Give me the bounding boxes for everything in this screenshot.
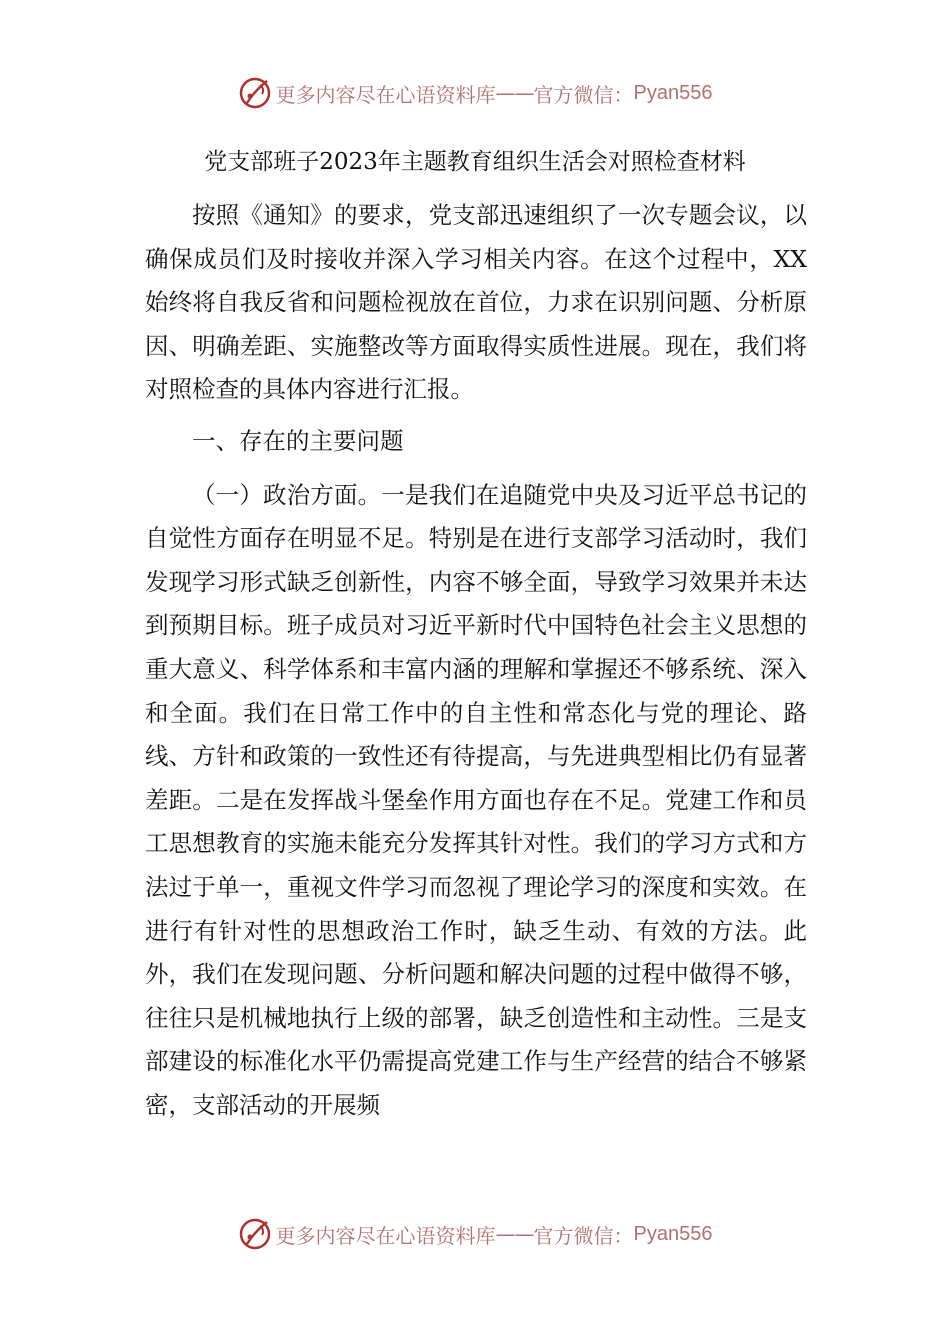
banner-separator: ——: [495, 1222, 534, 1246]
banner-wechat-label: 官方微信：: [533, 82, 634, 107]
section-paragraph: （一）政治方面。一是我们在追随党中央及习近平总书记的自觉性方面存在明显不足。特别是在进行支部学习活动时，我们发现学习形式缺乏创新性，内容不够全面，导致学习效果并未达到预期目标。班子成员对习近平新时代中国特色社会主义思想的重大意义、科学体系和丰富内涵的理解和掌握还不够系统、深入和全面。我们在日常工作中的自主性和常态化与党的理论、路线、方针和政策的一致性还有待提高，与先进典型相比仍有显著差距。二是在发挥战斗堡垒作用方面也存在不足。党建工作和员工思想教育的实施未能充分发挥其针对性。我们的学习方式和方法过于单一，重视文件学习而忽视了理论学习的深度和实效。在进行有针对性的思想政治工作时，缺乏生动、有效的方法。此外，我们在发现问题、分析问题和解决问题的过程中做得不够，往往只是机械地执行上级的部署，缺乏创造性和主动性。三是支部建设的标准化水平仍需提高党建工作与生产经营的结合不够紧密，支部活动的开展频: [145, 480, 807, 1119]
intro-paragraph: 按照《通知》的要求，党支部迅速组织了一次专题会议，以确保成员们及时接收并深入学习相关内容。在这个过程中，XX始终将自我反省和问题检视放在首位，力求在识别问题、分析原因、明确差距、实施整改等方面取得实质性进展。现在，我们将对照检查的具体内容进行汇报。: [145, 201, 807, 404]
footer-watermark: [0, 1214, 950, 1254]
banner-text: 更多内容尽在心语资料库: [275, 1223, 496, 1248]
banner-wechat-id: Pyan556: [633, 1222, 713, 1245]
banner-separator: ——: [495, 81, 534, 105]
quill-logo-icon: [238, 76, 272, 110]
document-title: 党支部班子2023年主题教育组织生活会对照检查材料: [204, 149, 746, 175]
banner-wechat-label: 官方微信：: [533, 1223, 634, 1248]
banner-wechat-id: Pyan556: [633, 81, 713, 104]
document-body: [145, 194, 807, 1127]
quill-logo-icon: [238, 1217, 272, 1251]
banner-text: 更多内容尽在心语资料库: [275, 82, 496, 107]
header-watermark: [0, 73, 950, 113]
section-heading: 一、存在的主要问题: [192, 426, 404, 455]
